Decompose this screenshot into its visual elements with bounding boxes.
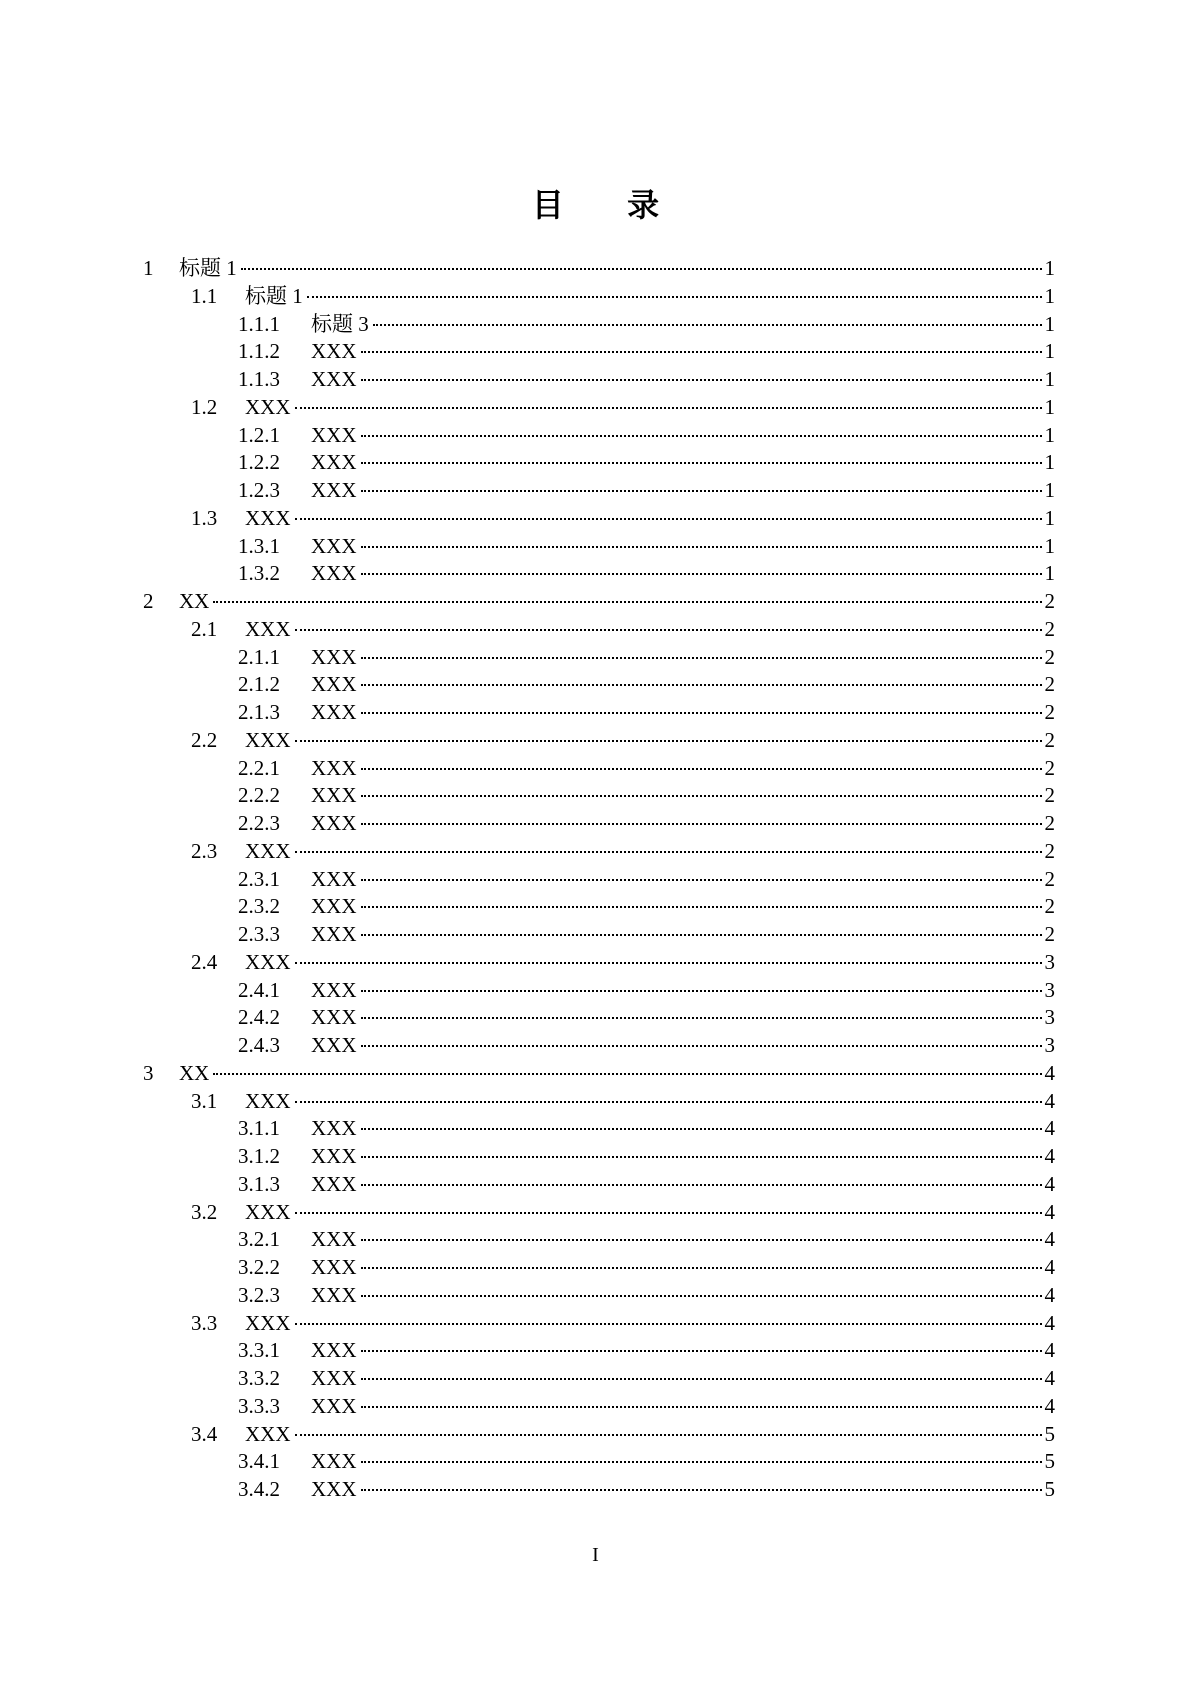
toc-entry-1[interactable] [0, 255, 1191, 283]
toc-entry-page-number: 4 [1044, 1227, 1055, 1252]
toc-entry-title: XXX [311, 478, 357, 502]
toc-entry-leader [311, 366, 1055, 394]
toc-entry-leader [311, 1226, 1055, 1254]
toc-entry-leader [245, 1310, 1055, 1338]
toc-entry-leader [245, 949, 1055, 977]
toc-entry-3-1-3[interactable] [0, 1171, 1191, 1199]
toc-entry-number: 3.2.3 [238, 1282, 280, 1307]
toc-entry-page-number: 4 [1044, 1393, 1055, 1418]
dot-leader [295, 1323, 1042, 1325]
toc-entry-leader [245, 727, 1055, 755]
toc-entry-number: 2 [143, 589, 154, 613]
toc-entry-leader [311, 311, 1055, 339]
toc-entry-page-number: 4 [1044, 1310, 1055, 1335]
toc-entry-3-2-1[interactable] [0, 1226, 1191, 1254]
dot-leader [361, 684, 1042, 686]
toc-entry-title: XXX [311, 1393, 357, 1418]
dot-leader [361, 990, 1042, 992]
toc-entry-leader [311, 755, 1055, 783]
toc-entry-page-number: 2 [1044, 922, 1055, 946]
toc-entry-2-2-1[interactable] [0, 755, 1191, 783]
toc-entry-1-1-3[interactable] [0, 366, 1191, 394]
toc-entry-title: XXX [311, 1338, 357, 1363]
dot-leader [361, 546, 1042, 548]
toc-entry-title: XXX [245, 1421, 291, 1446]
table-of-contents [0, 255, 1191, 1504]
toc-entry-1-1[interactable] [0, 283, 1191, 311]
toc-entry-page-number: 1 [1044, 505, 1055, 530]
toc-entry-leader [311, 921, 1055, 949]
toc-entry-leader [245, 283, 1055, 311]
toc-entry-page-number: 1 [1044, 533, 1055, 558]
toc-entry-title: XXX [311, 1144, 357, 1168]
toc-entry-1-1-1[interactable] [0, 311, 1191, 339]
toc-entry-number: 3.4.2 [238, 1477, 280, 1501]
toc-entry-page-number: 1 [1044, 311, 1055, 336]
toc-entry-title: XXX [245, 1310, 291, 1335]
dot-leader [295, 962, 1042, 964]
toc-entry-leader [311, 866, 1055, 894]
toc-entry-number: 3.1 [191, 1088, 218, 1113]
toc-entry-title: XXX [311, 811, 357, 835]
toc-entry-page-number: 4 [1044, 1088, 1055, 1113]
toc-entry-leader [311, 1393, 1055, 1421]
toc-entry-3-3-2[interactable] [0, 1365, 1191, 1393]
toc-entry-number: 1.2 [191, 394, 218, 419]
toc-entry-leader [245, 1199, 1055, 1227]
toc-entry-title: XXX [311, 1171, 357, 1196]
toc-entry-leader [311, 1337, 1055, 1365]
toc-entry-title: 标题 1 [245, 283, 303, 308]
toc-entry-page-number: 1 [1044, 256, 1055, 280]
dot-leader [361, 906, 1042, 908]
toc-entry-1-3-1[interactable] [0, 533, 1191, 561]
toc-entry-page-number: 4 [1044, 1116, 1055, 1141]
toc-entry-title: XXX [311, 1033, 357, 1057]
dot-leader [361, 795, 1042, 797]
dot-leader [361, 462, 1042, 464]
toc-entry-number: 3.3.3 [238, 1393, 280, 1418]
dot-leader [295, 851, 1042, 853]
toc-entry-number: 1.1.2 [238, 339, 280, 364]
toc-entry-2-3-2[interactable] [0, 893, 1191, 921]
toc-entry-number: 1.3 [191, 505, 218, 530]
toc-entry-leader [311, 1004, 1055, 1032]
toc-entry-page-number: 3 [1044, 977, 1055, 1002]
toc-entry-number: 2.1.1 [238, 644, 280, 669]
toc-entry-leader [311, 1448, 1055, 1476]
toc-entry-number: 3.2.2 [238, 1255, 280, 1279]
toc-entry-number: 3.4.1 [238, 1449, 280, 1474]
toc-entry-title: XXX [311, 1477, 357, 1501]
toc-entry-3-2-3[interactable] [0, 1282, 1191, 1310]
toc-entry-title: XXX [311, 367, 357, 391]
toc-entry-page-number: 4 [1044, 1282, 1055, 1307]
toc-entry-title: XXX [311, 339, 357, 364]
toc-entry-number: 2.4.3 [238, 1033, 280, 1057]
dot-leader [361, 712, 1042, 714]
toc-entry-1-2-2[interactable] [0, 449, 1191, 477]
toc-entry-page-number: 4 [1044, 1199, 1055, 1224]
toc-entry-page-number: 2 [1044, 894, 1055, 919]
toc-entry-2-2-2[interactable] [0, 782, 1191, 810]
toc-entry-title: XXX [311, 783, 357, 808]
toc-entry-page-number: 2 [1044, 644, 1055, 669]
dot-leader [295, 518, 1042, 520]
toc-entry-page-number: 2 [1044, 866, 1055, 891]
toc-entry-page-number: 1 [1044, 561, 1055, 586]
toc-entry-number: 1.2.3 [238, 478, 280, 502]
toc-entry-2-4[interactable] [0, 949, 1191, 977]
toc-entry-page-number: 1 [1044, 394, 1055, 419]
toc-entry-title: XXX [245, 949, 291, 974]
dot-leader [241, 268, 1042, 270]
toc-entry-2-1-2[interactable] [0, 671, 1191, 699]
dot-leader [361, 934, 1042, 936]
toc-entry-number: 2.4.2 [238, 1005, 280, 1030]
toc-entry-leader [311, 422, 1055, 450]
toc-entry-leader [311, 1282, 1055, 1310]
toc-entry-title: XXX [311, 450, 357, 475]
toc-entry-3-4-2[interactable] [0, 1476, 1191, 1504]
toc-entry-title: XXX [245, 1088, 291, 1113]
toc-entry-leader [311, 1365, 1055, 1393]
toc-entry-number: 1.3.2 [238, 561, 280, 586]
toc-entry-number: 1.1 [191, 283, 218, 308]
toc-entry-number: 1.1.3 [238, 367, 280, 391]
dot-leader [361, 1350, 1042, 1352]
toc-entry-number: 2.3.3 [238, 922, 280, 946]
toc-entry-title: XXX [311, 1227, 357, 1252]
toc-entry-leader [179, 255, 1055, 283]
dot-leader [361, 1239, 1042, 1241]
toc-entry-title: XXX [245, 1199, 291, 1224]
dot-leader [361, 1156, 1042, 1158]
toc-entry-page-number: 2 [1044, 727, 1055, 752]
toc-entry-leader [311, 810, 1055, 838]
dot-leader [295, 1434, 1042, 1436]
toc-entry-page-number: 2 [1044, 755, 1055, 780]
page-title: 目 录 [531, 186, 686, 224]
toc-entry-number: 2.2 [191, 727, 218, 752]
dot-leader [373, 324, 1042, 326]
toc-entry-leader [245, 616, 1055, 644]
toc-entry-number: 2.1.3 [238, 700, 280, 724]
toc-entry-title: XXX [311, 977, 357, 1002]
toc-entry-title: XXX [311, 755, 357, 780]
dot-leader [361, 1128, 1042, 1130]
toc-entry-title: XXX [311, 922, 357, 946]
toc-entry-3[interactable] [0, 1060, 1191, 1088]
dot-leader [295, 629, 1042, 631]
toc-entry-title: XXX [311, 533, 357, 558]
toc-entry-page-number: 2 [1044, 700, 1055, 724]
toc-entry-title: XXX [245, 838, 291, 863]
toc-entry-page-number: 4 [1044, 1060, 1055, 1085]
toc-entry-3-1-2[interactable] [0, 1143, 1191, 1171]
dot-leader [213, 1073, 1041, 1075]
toc-entry-number: 3.3.1 [238, 1338, 280, 1363]
toc-entry-page-number: 2 [1044, 811, 1055, 835]
toc-entry-2-1-3[interactable] [0, 699, 1191, 727]
toc-entry-1-2-3[interactable] [0, 477, 1191, 505]
toc-entry-page-number: 1 [1044, 339, 1055, 364]
toc-entry-leader [311, 560, 1055, 588]
toc-entry-title: XXX [245, 616, 291, 641]
toc-entry-2-4-3[interactable] [0, 1032, 1191, 1060]
toc-entry-3-3[interactable] [0, 1310, 1191, 1338]
dot-leader [295, 1101, 1042, 1103]
toc-entry-title: XXX [245, 505, 291, 530]
toc-entry-number: 3.1.1 [238, 1116, 280, 1141]
toc-entry-number: 1.3.1 [238, 533, 280, 558]
dot-leader [295, 1212, 1042, 1214]
toc-entry-number: 1.2.2 [238, 450, 280, 475]
toc-entry-3-2-2[interactable] [0, 1254, 1191, 1282]
dot-leader [361, 1045, 1042, 1047]
toc-entry-title: XXX [311, 672, 357, 697]
toc-entry-2-2-3[interactable] [0, 810, 1191, 838]
toc-entry-2-3[interactable] [0, 838, 1191, 866]
toc-entry-number: 1 [143, 256, 154, 280]
toc-entry-3-2[interactable] [0, 1199, 1191, 1227]
toc-entry-3-4[interactable] [0, 1421, 1191, 1449]
toc-entry-leader [311, 449, 1055, 477]
toc-entry-number: 3 [143, 1060, 154, 1085]
toc-entry-number: 3.2 [191, 1199, 218, 1224]
toc-entry-number: 2.1 [191, 616, 218, 641]
dot-leader [361, 573, 1042, 575]
toc-entry-1-2[interactable] [0, 394, 1191, 422]
toc-entry-number: 3.3.2 [238, 1366, 280, 1390]
dot-leader [361, 879, 1042, 881]
toc-entry-title: 标题 3 [311, 311, 369, 336]
toc-entry-page-number: 3 [1044, 1033, 1055, 1057]
toc-entry-page-number: 2 [1044, 672, 1055, 697]
dot-leader [307, 296, 1042, 298]
toc-entry-title: XXX [311, 1005, 357, 1030]
dot-leader [361, 435, 1042, 437]
toc-entry-page-number: 1 [1044, 450, 1055, 475]
toc-entry-number: 2.3.1 [238, 866, 280, 891]
toc-entry-page-number: 1 [1044, 478, 1055, 502]
dot-leader [361, 768, 1042, 770]
toc-entry-number: 3.1.2 [238, 1144, 280, 1168]
toc-entry-3-1-1[interactable] [0, 1115, 1191, 1143]
toc-entry-page-number: 1 [1044, 422, 1055, 447]
dot-leader [361, 657, 1042, 659]
toc-entry-leader [245, 838, 1055, 866]
toc-entry-leader [245, 1421, 1055, 1449]
toc-entry-page-number: 4 [1044, 1255, 1055, 1279]
toc-entry-leader [311, 977, 1055, 1005]
toc-entry-leader [311, 1032, 1055, 1060]
toc-entry-page-number: 3 [1044, 949, 1055, 974]
toc-entry-page-number: 3 [1044, 1005, 1055, 1030]
toc-entry-title: XXX [245, 394, 291, 419]
toc-entry-2-1-1[interactable] [0, 644, 1191, 672]
toc-entry-number: 1.2.1 [238, 422, 280, 447]
toc-entry-number: 2.1.2 [238, 672, 280, 697]
toc-entry-title: 标题 1 [179, 256, 237, 280]
toc-entry-leader [311, 338, 1055, 366]
toc-entry-2-3-3[interactable] [0, 921, 1191, 949]
toc-entry-leader [245, 1088, 1055, 1116]
toc-entry-1-1-2[interactable] [0, 338, 1191, 366]
toc-entry-title: XXX [311, 644, 357, 669]
toc-entry-number: 2.4.1 [238, 977, 280, 1002]
toc-entry-leader [311, 533, 1055, 561]
dot-leader [361, 1267, 1042, 1269]
dot-leader [361, 1184, 1042, 1186]
toc-entry-3-3-1[interactable] [0, 1337, 1191, 1365]
toc-entry-title: XXX [311, 561, 357, 586]
toc-entry-page-number: 5 [1044, 1421, 1055, 1446]
toc-entry-1-3-2[interactable] [0, 560, 1191, 588]
toc-entry-page-number: 2 [1044, 838, 1055, 863]
toc-entry-number: 1.1.1 [238, 311, 280, 336]
toc-entry-number: 3.2.1 [238, 1227, 280, 1252]
toc-entry-number: 3.3 [191, 1310, 218, 1335]
dot-leader [213, 601, 1041, 603]
toc-entry-number: 2.2.1 [238, 755, 280, 780]
toc-entry-title: XXX [311, 1255, 357, 1279]
toc-entry-leader [179, 1060, 1055, 1088]
toc-entry-3-1[interactable] [0, 1088, 1191, 1116]
toc-entry-page-number: 1 [1044, 367, 1055, 391]
dot-leader [361, 1461, 1042, 1463]
toc-entry-leader [311, 699, 1055, 727]
dot-leader [361, 1406, 1042, 1408]
toc-entry-leader [245, 394, 1055, 422]
toc-entry-title: XXX [311, 422, 357, 447]
toc-entry-leader [311, 782, 1055, 810]
toc-entry-title: XXX [311, 866, 357, 891]
toc-entry-leader [311, 477, 1055, 505]
toc-entry-page-number: 4 [1044, 1144, 1055, 1168]
toc-entry-number: 2.4 [191, 949, 218, 974]
toc-entry-number: 2.3 [191, 838, 218, 863]
toc-entry-page-number: 1 [1044, 283, 1055, 308]
toc-entry-title: XXX [311, 894, 357, 919]
dot-leader [361, 1017, 1042, 1019]
dot-leader [361, 1489, 1042, 1491]
dot-leader [295, 407, 1042, 409]
dot-leader [361, 1378, 1042, 1380]
toc-entry-number: 2.3.2 [238, 894, 280, 919]
toc-entry-page-number: 2 [1044, 616, 1055, 641]
dot-leader [361, 823, 1042, 825]
toc-entry-page-number: 4 [1044, 1366, 1055, 1390]
toc-entry-leader [311, 1476, 1055, 1504]
toc-entry-number: 2.2.3 [238, 811, 280, 835]
toc-entry-title: XXX [311, 700, 357, 724]
toc-entry-page-number: 5 [1044, 1449, 1055, 1474]
toc-entry-title: XXX [311, 1366, 357, 1390]
toc-entry-leader [179, 588, 1055, 616]
toc-entry-title: XXX [311, 1282, 357, 1307]
toc-entry-2-3-1[interactable] [0, 866, 1191, 894]
toc-entry-leader [311, 671, 1055, 699]
dot-leader [361, 351, 1042, 353]
toc-entry-leader [311, 1254, 1055, 1282]
dot-leader [295, 740, 1042, 742]
toc-entry-1-2-1[interactable] [0, 422, 1191, 450]
toc-entry-3-4-1[interactable] [0, 1448, 1191, 1476]
toc-entry-title: XXX [311, 1116, 357, 1141]
toc-entry-page-number: 5 [1044, 1477, 1055, 1501]
toc-entry-number: 3.4 [191, 1421, 218, 1446]
toc-entry-number: 2.2.2 [238, 783, 280, 808]
toc-entry-page-number: 2 [1044, 589, 1055, 613]
toc-entry-title: XXX [311, 1449, 357, 1474]
toc-entry-leader [311, 1143, 1055, 1171]
toc-entry-page-number: 4 [1044, 1171, 1055, 1196]
toc-entry-leader [311, 893, 1055, 921]
toc-entry-number: 3.1.3 [238, 1171, 280, 1196]
toc-entry-page-number: 2 [1044, 783, 1055, 808]
toc-entry-leader [311, 1171, 1055, 1199]
footer-page-number: I [592, 1544, 599, 1566]
toc-entry-2-1[interactable] [0, 616, 1191, 644]
toc-entry-leader [245, 505, 1055, 533]
toc-entry-2-4-1[interactable] [0, 977, 1191, 1005]
toc-entry-2-2[interactable] [0, 727, 1191, 755]
toc-entry-2[interactable] [0, 588, 1191, 616]
toc-entry-title: XX [179, 589, 210, 613]
toc-entry-1-3[interactable] [0, 505, 1191, 533]
toc-entry-2-4-2[interactable] [0, 1004, 1191, 1032]
dot-leader [361, 1295, 1042, 1297]
toc-entry-3-3-3[interactable] [0, 1393, 1191, 1421]
dot-leader [361, 379, 1042, 381]
toc-entry-title: XX [179, 1060, 210, 1085]
toc-entry-leader [311, 644, 1055, 672]
toc-entry-title: XXX [245, 727, 291, 752]
toc-entry-page-number: 4 [1044, 1338, 1055, 1363]
toc-entry-leader [311, 1115, 1055, 1143]
dot-leader [361, 490, 1042, 492]
